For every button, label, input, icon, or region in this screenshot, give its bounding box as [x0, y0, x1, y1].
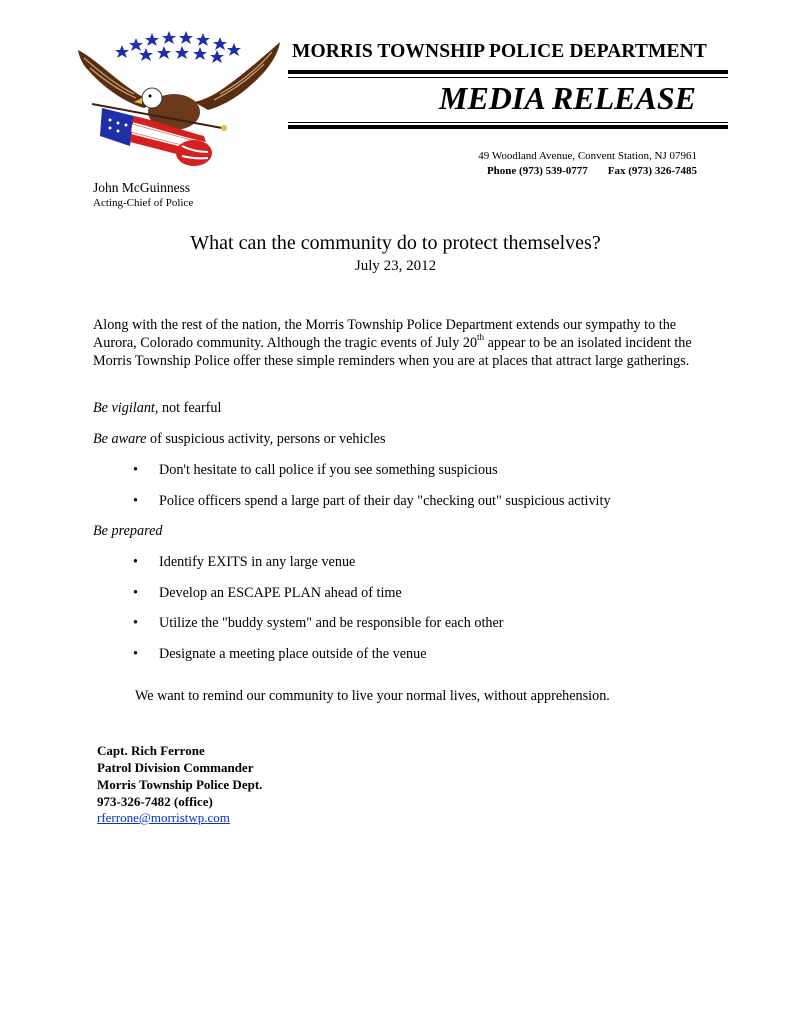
intro-text-2: appear to be an isolated incident the Morris Township Police offer these simple reminders when you are at places that attract large gatherings. — [93, 335, 692, 369]
be-aware-line — [93, 431, 386, 448]
closing-statement: We want to remind our community to live your normal lives, without apprehension. — [135, 688, 610, 704]
list-item — [133, 554, 355, 571]
header-rule-thick-lower — [288, 125, 728, 129]
header-rule-thick — [288, 70, 728, 74]
phone-number: Phone (973) 539-0777 — [486, 165, 588, 177]
department-name: MORRIS TOWNSHIP POLICE DEPARTMENT — [292, 41, 707, 62]
header-rule-thin-lower — [288, 122, 728, 123]
release-headline: What can the community do to protect themselves? — [190, 232, 601, 254]
list-item — [133, 615, 504, 632]
be-prepared-emphasis: Be prepared — [93, 523, 163, 539]
be-vigilant-emphasis: Be vigilant — [93, 400, 155, 416]
list-item — [133, 585, 402, 602]
release-date: July 23, 2012 — [354, 258, 437, 274]
be-prepared-line — [93, 523, 162, 540]
contact-numbers — [487, 165, 697, 177]
list-item-text: Identify EXITS in any large venue — [159, 554, 356, 570]
list-item-text: Designate a meeting place outside of the venue — [159, 646, 427, 662]
intro-text-1: Along with the rest of the nation, the Morris Township Police Department extends our sympathy to the Aurora, Colorado community. Although the tragic events of July 20 — [93, 317, 677, 351]
list-item-text: Develop an ESCAPE PLAN ahead of time — [159, 585, 402, 601]
signature-title: Patrol Division Commander — [97, 760, 254, 775]
signature-phone: 973-326-7482 (office) — [97, 794, 213, 809]
list-item-text: Don't hesitate to call police if you see something suspicious — [159, 462, 498, 478]
be-aware-emphasis: Be aware — [93, 431, 147, 447]
be-aware-rest: of suspicious activity, persons or vehicles — [146, 431, 386, 447]
fax-number: Fax (973) 326-7485 — [607, 165, 697, 177]
chief-title: Acting-Chief of Police — [93, 197, 194, 209]
department-address: 49 Woodland Avenue, Convent Station, NJ 07961 — [478, 150, 697, 162]
signature-org: Morris Township Police Dept. — [97, 777, 263, 792]
be-vigilant-rest: , not fearful — [154, 400, 222, 416]
intro-superscript: th — [477, 332, 485, 343]
list-item-text: Police officers spend a large part of their day "checking out" suspicious activity — [159, 493, 611, 509]
intro-paragraph — [93, 316, 703, 370]
bullet-icon: • — [133, 493, 138, 509]
list-item — [133, 462, 498, 479]
chief-name: John McGuinness — [93, 180, 191, 195]
list-item-text: Utilize the "buddy system" and be responsible for each other — [159, 615, 504, 631]
bullet-icon: • — [133, 615, 138, 631]
bullet-icon: • — [133, 554, 138, 570]
eagle-flag-logo — [74, 28, 284, 170]
header-rule-thin — [288, 77, 728, 78]
be-vigilant-line — [93, 400, 221, 417]
bullet-icon: • — [133, 462, 138, 478]
list-item — [133, 646, 427, 663]
signature-name: Capt. Rich Ferrone — [97, 743, 205, 758]
list-item — [133, 493, 611, 510]
signature-email-link[interactable]: rferrone@morristwp.com — [97, 810, 230, 825]
media-release-title: MEDIA RELEASE — [439, 80, 696, 116]
bullet-icon: • — [133, 585, 138, 601]
bullet-icon: • — [133, 646, 138, 662]
